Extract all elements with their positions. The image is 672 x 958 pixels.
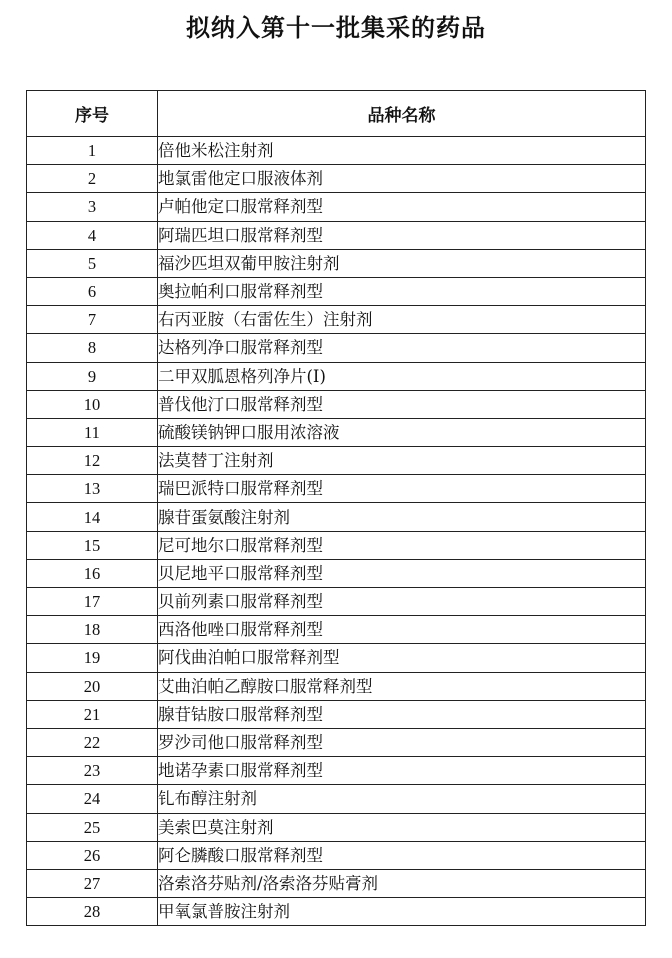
row-drug-name: 罗沙司他口服常释剂型 <box>158 728 646 756</box>
row-drug-name: 地氯雷他定口服液体剂 <box>158 165 646 193</box>
row-drug-name: 洛索洛芬贴剂/洛索洛芬贴膏剂 <box>158 869 646 897</box>
row-index: 1 <box>27 137 158 165</box>
row-drug-name: 达格列净口服常释剂型 <box>158 334 646 362</box>
row-drug-name: 甲氧氯普胺注射剂 <box>158 898 646 926</box>
table-row <box>27 813 646 841</box>
row-index: 13 <box>27 475 158 503</box>
row-drug-name: 右丙亚胺（右雷佐生）注射剂 <box>158 306 646 334</box>
row-index: 26 <box>27 841 158 869</box>
header-name: 品种名称 <box>158 91 646 137</box>
row-index: 4 <box>27 221 158 249</box>
drug-table <box>26 90 646 926</box>
table-row <box>27 447 646 475</box>
table-row <box>27 362 646 390</box>
table-row <box>27 728 646 756</box>
row-drug-name: 钆布醇注射剂 <box>158 785 646 813</box>
table-body <box>27 137 646 926</box>
row-drug-name: 硫酸镁钠钾口服用浓溶液 <box>158 418 646 446</box>
row-drug-name: 阿瑞匹坦口服常释剂型 <box>158 221 646 249</box>
row-index: 5 <box>27 249 158 277</box>
row-index: 25 <box>27 813 158 841</box>
table-row <box>27 700 646 728</box>
table-row <box>27 418 646 446</box>
row-drug-name: 法莫替丁注射剂 <box>158 447 646 475</box>
table-row <box>27 672 646 700</box>
row-index: 10 <box>27 390 158 418</box>
table-header-row <box>27 91 646 137</box>
row-drug-name: 美索巴莫注射剂 <box>158 813 646 841</box>
table-row <box>27 785 646 813</box>
row-index: 20 <box>27 672 158 700</box>
row-index: 27 <box>27 869 158 897</box>
row-drug-name: 贝前列素口服常释剂型 <box>158 588 646 616</box>
table-row <box>27 221 646 249</box>
table-row <box>27 334 646 362</box>
table-row <box>27 277 646 305</box>
row-drug-name: 卢帕他定口服常释剂型 <box>158 193 646 221</box>
row-drug-name: 福沙匹坦双葡甲胺注射剂 <box>158 249 646 277</box>
row-index: 24 <box>27 785 158 813</box>
table-row <box>27 475 646 503</box>
row-drug-name: 阿仑膦酸口服常释剂型 <box>158 841 646 869</box>
row-index: 17 <box>27 588 158 616</box>
row-drug-name: 地诺孕素口服常释剂型 <box>158 757 646 785</box>
table-row <box>27 193 646 221</box>
row-drug-name: 瑞巴派特口服常释剂型 <box>158 475 646 503</box>
row-index: 2 <box>27 165 158 193</box>
table-row <box>27 390 646 418</box>
row-index: 22 <box>27 728 158 756</box>
row-drug-name: 艾曲泊帕乙醇胺口服常释剂型 <box>158 672 646 700</box>
row-index: 7 <box>27 306 158 334</box>
table-row <box>27 137 646 165</box>
table-row <box>27 588 646 616</box>
row-drug-name: 腺苷蛋氨酸注射剂 <box>158 503 646 531</box>
table-row <box>27 757 646 785</box>
row-index: 14 <box>27 503 158 531</box>
row-drug-name: 西洛他唑口服常释剂型 <box>158 616 646 644</box>
row-drug-name: 阿伐曲泊帕口服常释剂型 <box>158 644 646 672</box>
row-drug-name: 普伐他汀口服常释剂型 <box>158 390 646 418</box>
row-drug-name: 倍他米松注射剂 <box>158 137 646 165</box>
table-row <box>27 503 646 531</box>
table-row <box>27 531 646 559</box>
table-row <box>27 249 646 277</box>
row-index: 11 <box>27 418 158 446</box>
table-row <box>27 306 646 334</box>
row-index: 12 <box>27 447 158 475</box>
row-drug-name: 二甲双胍恩格列净片(I) <box>158 362 646 390</box>
document-title: 拟纳入第十一批集采的药品 <box>186 14 486 42</box>
row-index: 18 <box>27 616 158 644</box>
row-index: 9 <box>27 362 158 390</box>
row-index: 15 <box>27 531 158 559</box>
row-index: 6 <box>27 277 158 305</box>
row-index: 8 <box>27 334 158 362</box>
table-row <box>27 869 646 897</box>
row-drug-name: 尼可地尔口服常释剂型 <box>158 531 646 559</box>
table-row <box>27 165 646 193</box>
row-drug-name: 奥拉帕利口服常释剂型 <box>158 277 646 305</box>
row-index: 28 <box>27 898 158 926</box>
table-row <box>27 616 646 644</box>
row-index: 3 <box>27 193 158 221</box>
table-row <box>27 841 646 869</box>
row-drug-name: 腺苷钴胺口服常释剂型 <box>158 700 646 728</box>
table-row <box>27 898 646 926</box>
row-index: 16 <box>27 559 158 587</box>
table-row <box>27 644 646 672</box>
row-index: 23 <box>27 757 158 785</box>
row-index: 21 <box>27 700 158 728</box>
row-drug-name: 贝尼地平口服常释剂型 <box>158 559 646 587</box>
header-index: 序号 <box>27 91 158 137</box>
table-row <box>27 559 646 587</box>
row-index: 19 <box>27 644 158 672</box>
